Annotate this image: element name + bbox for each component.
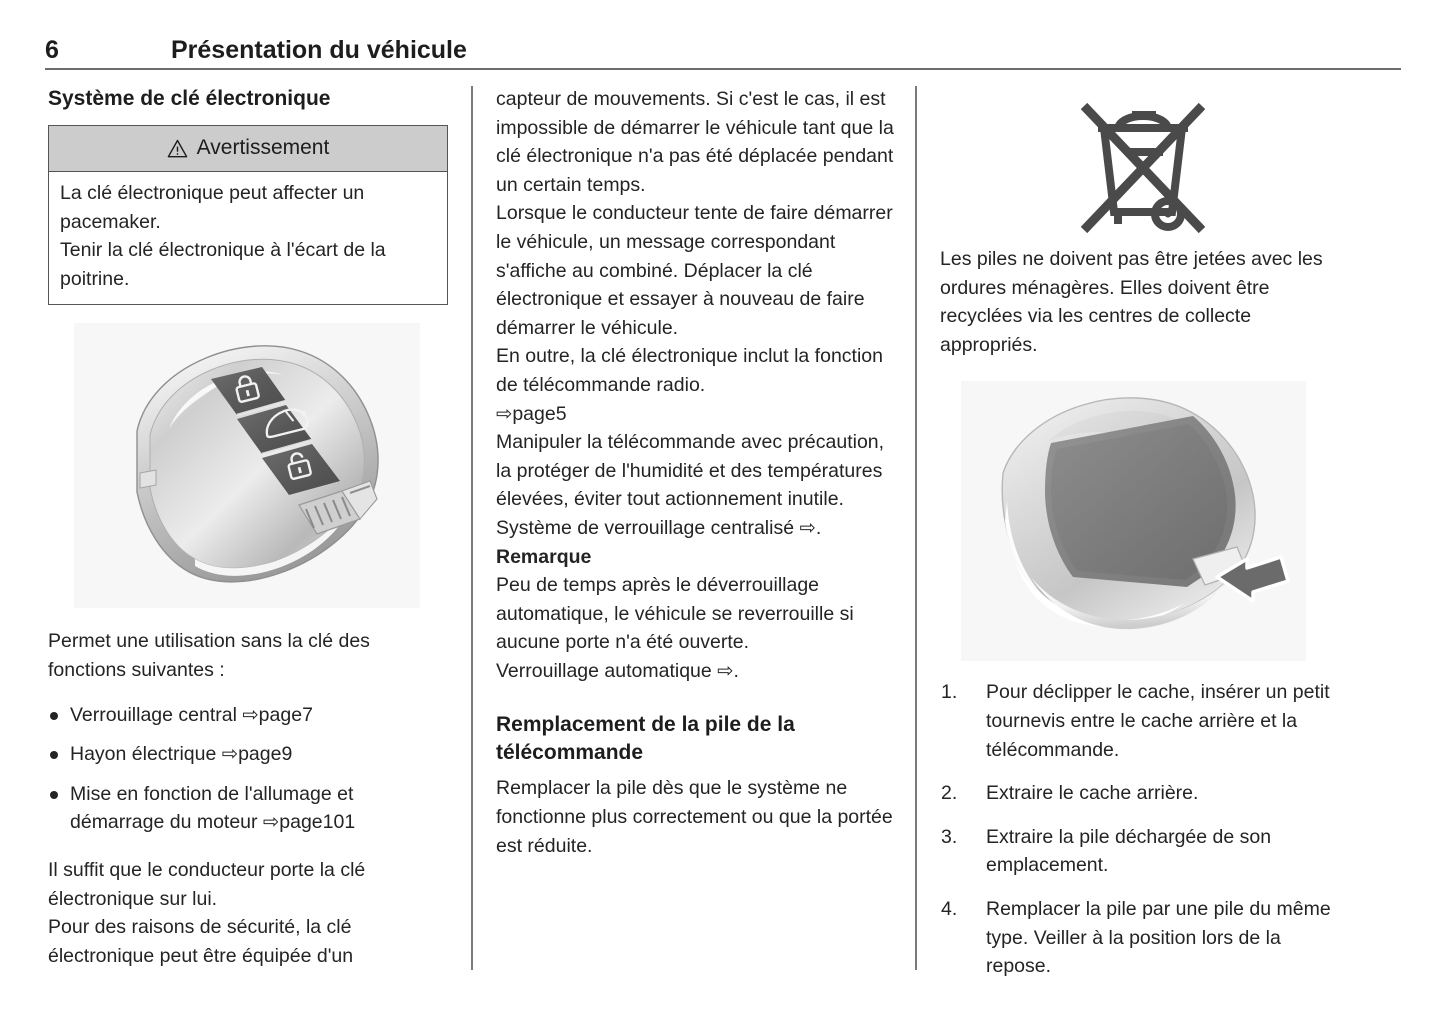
list-item: [940, 779, 1345, 808]
list-item: [48, 780, 453, 837]
list-item: [940, 678, 1345, 764]
middle-paragraph-2: Lorsque le conducteur tente de faire démarrer le véhicule, un message correspondant s'affiche au combiné. Déplacer la clé électronique et essayer à nouveau de faire démarrer le véhicule.: [496, 202, 893, 339]
step-number: 1.: [941, 681, 958, 704]
battery-replacement-intro: Remplacer la pile dès que le système ne fonctionne plus correctement ou que la portée est réduite.: [496, 777, 893, 857]
warning-text-line-1: La clé électronique peut affecter un pacemaker.: [60, 182, 365, 233]
keyless-function-list: [48, 701, 453, 837]
battery-replacement-steps: [940, 678, 1345, 980]
subsection-title-battery-replacement: Remplacement de la pile de la télécommande: [496, 713, 795, 765]
header-divider-rule: [45, 68, 1401, 70]
middle-note-text: Peu de temps après le déverrouillage automatique, le véhicule se reverrouille si aucune porte n'a été ouverte.: [496, 574, 854, 654]
weee-figure: [940, 85, 1345, 245]
list-item: [940, 895, 1345, 981]
warning-text-line-2: Tenir la clé électronique à l'écart de la poitrine.: [60, 239, 386, 290]
column-left: [48, 85, 453, 970]
step-text: Pour déclipper le cache, insérer un petit tournevis entre le cache arrière et la télécommande.: [986, 681, 1330, 761]
battery-disposal-text: Les piles ne doivent pas être jetées avec les ordures ménagères. Elles doivent être recyclées via les centres de collecte appropriés.: [940, 248, 1323, 356]
step-number: 4.: [941, 897, 958, 920]
middle-paragraph-3: En outre, la clé électronique inclut la fonction de télécommande radio.: [496, 345, 883, 396]
section-title-keyless-system: Système de clé électronique: [48, 87, 331, 110]
column-divider-right: [915, 86, 917, 970]
list-item: [48, 701, 453, 730]
bullet-dot-icon: [50, 791, 58, 799]
crossed-out-wheelie-bin-icon: [1068, 90, 1218, 240]
warning-box-body: [49, 172, 447, 304]
key-fob-back-figure: [961, 381, 1306, 661]
step-text: Extraire le cache arrière.: [986, 782, 1199, 805]
keyless-intro-text: Permet une utilisation sans la clé des fonctions suivantes :: [48, 630, 370, 681]
page-number: 6: [45, 36, 59, 64]
bullet-dot-icon: [50, 712, 58, 720]
list-item: [940, 823, 1345, 880]
middle-paragraph-1: capteur de mouvements. Si c'est le cas, il est impossible de démarrer le véhicule tant que la clé électronique n'a pas été déplacée pendant un certain temps.: [496, 88, 894, 196]
keyless-closing-text-1: Il suffit que le conducteur porte la clé électronique sur lui.: [48, 858, 366, 910]
warning-box: [48, 125, 448, 305]
keyless-closing-text-2: Pour des raisons de sécurité, la clé électronique peut être équipée d'un: [48, 916, 354, 967]
step-number: 2.: [941, 782, 958, 805]
key-fob-front-figure: [74, 323, 420, 608]
page-title: Présentation du véhicule: [171, 36, 467, 64]
list-item-label: Verrouillage central ⇨page7: [70, 703, 313, 726]
page-header: [45, 34, 1400, 70]
step-number: 3.: [941, 825, 958, 848]
middle-page-reference-1: ⇨page5: [496, 402, 567, 425]
middle-cross-reference-central-locking: Système de verrouillage centralisé ⇨.: [496, 516, 822, 539]
step-text: Extraire la pile déchargée de son emplacement.: [986, 825, 1272, 877]
middle-paragraph-4: Manipuler la télécommande avec précaution, la protéger de l'humidité et des températures élevées, éviter tout actionnement inutile.: [496, 431, 885, 511]
warning-box-heading-label: Avertissement: [196, 136, 330, 159]
list-item-label: Hayon électrique ⇨page9: [70, 743, 293, 766]
list-item: [48, 740, 453, 769]
note-label: Remarque: [496, 545, 592, 568]
list-item-label: Mise en fonction de l'allumage et démarrage du moteur ⇨page101: [70, 782, 356, 834]
step-text: Remplacer la pile par une pile du même type. Veiller à la position lors de la repose.: [986, 897, 1331, 978]
bullet-dot-icon: [50, 751, 58, 759]
middle-cross-reference-auto-locking: Verrouillage automatique ⇨.: [496, 659, 739, 682]
warning-box-header: [49, 126, 447, 172]
column-middle: [496, 85, 901, 860]
column-divider-left: [471, 86, 473, 970]
warning-triangle-icon: [167, 139, 188, 158]
column-right: [940, 85, 1345, 996]
